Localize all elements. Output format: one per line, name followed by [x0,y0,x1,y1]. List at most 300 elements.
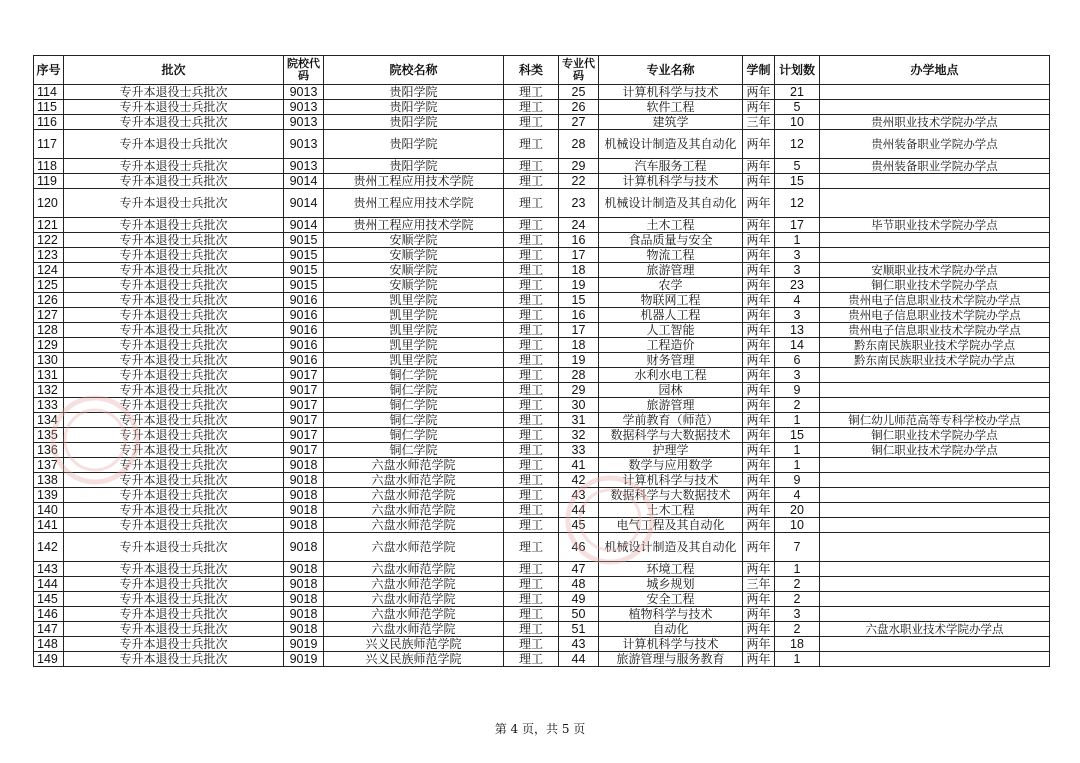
table-row [34,652,1050,667]
cell-school-name: 贵州工程应用技术学院 [324,218,504,233]
cell-duration: 两年 [743,533,775,562]
cell-school-code: 9016 [284,338,324,353]
cell-school-name: 六盘水师范学院 [324,577,504,592]
table-header-row [34,56,1050,85]
cell-category: 理工 [504,353,559,368]
cell-category: 理工 [504,174,559,189]
cell-category: 理工 [504,383,559,398]
cell-school-code: 9015 [284,263,324,278]
table-row [34,443,1050,458]
cell-school-code: 9017 [284,428,324,443]
cell-school-code: 9016 [284,323,324,338]
cell-school-code: 9018 [284,533,324,562]
cell-duration: 两年 [743,443,775,458]
cell-location [820,637,1050,652]
header-batch: 批次 [64,56,284,85]
cell-plan: 1 [775,443,820,458]
cell-school-name: 凯里学院 [324,308,504,323]
cell-seq: 116 [34,115,64,130]
cell-category: 理工 [504,338,559,353]
cell-school-code: 9017 [284,443,324,458]
table-row [34,592,1050,607]
cell-duration: 两年 [743,488,775,503]
cell-duration: 两年 [743,622,775,637]
cell-plan: 2 [775,622,820,637]
cell-school-code: 9013 [284,100,324,115]
cell-location [820,607,1050,622]
cell-duration: 三年 [743,577,775,592]
cell-category: 理工 [504,518,559,533]
cell-school-name: 兴义民族师范学院 [324,652,504,667]
cell-category: 理工 [504,607,559,622]
cell-batch: 专升本退役士兵批次 [64,100,284,115]
cell-category: 理工 [504,458,559,473]
table-row [34,607,1050,622]
cell-major-code: 32 [559,428,599,443]
cell-location [820,652,1050,667]
cell-category: 理工 [504,189,559,218]
table-row [34,130,1050,159]
cell-major-code: 33 [559,443,599,458]
cell-location [820,488,1050,503]
cell-major-code: 44 [559,652,599,667]
cell-category: 理工 [504,413,559,428]
cell-location: 黔东南民族职业技术学院办学点 [820,338,1050,353]
cell-batch: 专升本退役士兵批次 [64,159,284,174]
cell-major-name: 环境工程 [599,562,743,577]
cell-duration: 两年 [743,383,775,398]
cell-seq: 138 [34,473,64,488]
cell-seq: 122 [34,233,64,248]
cell-school-name: 凯里学院 [324,323,504,338]
cell-batch: 专升本退役士兵批次 [64,518,284,533]
cell-plan: 2 [775,398,820,413]
table-row [34,637,1050,652]
cell-seq: 140 [34,503,64,518]
cell-major-code: 51 [559,622,599,637]
cell-batch: 专升本退役士兵批次 [64,130,284,159]
cell-duration: 两年 [743,503,775,518]
cell-seq: 131 [34,368,64,383]
cell-category: 理工 [504,293,559,308]
cell-duration: 两年 [743,218,775,233]
header-school-code: 院校代码 [284,56,324,85]
cell-school-code: 9018 [284,592,324,607]
cell-major-code: 28 [559,130,599,159]
cell-school-name: 安顺学院 [324,278,504,293]
cell-batch: 专升本退役士兵批次 [64,473,284,488]
cell-duration: 两年 [743,652,775,667]
cell-major-code: 17 [559,248,599,263]
cell-school-name: 铜仁学院 [324,398,504,413]
cell-seq: 133 [34,398,64,413]
cell-batch: 专升本退役士兵批次 [64,533,284,562]
cell-school-name: 兴义民族师范学院 [324,637,504,652]
cell-major-name: 软件工程 [599,100,743,115]
cell-seq: 142 [34,533,64,562]
cell-school-code: 9017 [284,413,324,428]
cell-duration: 两年 [743,130,775,159]
cell-school-code: 9015 [284,233,324,248]
cell-seq: 134 [34,413,64,428]
cell-duration: 两年 [743,637,775,652]
cell-plan: 9 [775,473,820,488]
cell-plan: 1 [775,413,820,428]
table-row [34,263,1050,278]
cell-location: 铜仁职业技术学院办学点 [820,443,1050,458]
cell-category: 理工 [504,115,559,130]
cell-plan: 15 [775,174,820,189]
cell-major-name: 植物科学与技术 [599,607,743,622]
cell-school-code: 9013 [284,159,324,174]
cell-duration: 两年 [743,338,775,353]
cell-plan: 10 [775,518,820,533]
cell-location [820,383,1050,398]
cell-batch: 专升本退役士兵批次 [64,263,284,278]
table-body [34,85,1050,667]
cell-seq: 145 [34,592,64,607]
cell-location [820,592,1050,607]
cell-plan: 6 [775,353,820,368]
cell-school-name: 安顺学院 [324,248,504,263]
cell-batch: 专升本退役士兵批次 [64,233,284,248]
table-row [34,353,1050,368]
cell-batch: 专升本退役士兵批次 [64,562,284,577]
cell-location [820,233,1050,248]
cell-duration: 两年 [743,100,775,115]
cell-duration: 两年 [743,189,775,218]
header-category: 科类 [504,56,559,85]
cell-school-code: 9018 [284,577,324,592]
cell-seq: 137 [34,458,64,473]
cell-seq: 149 [34,652,64,667]
cell-plan: 5 [775,100,820,115]
cell-plan: 4 [775,488,820,503]
cell-duration: 两年 [743,174,775,189]
cell-major-name: 汽车服务工程 [599,159,743,174]
cell-category: 理工 [504,368,559,383]
cell-location: 贵州电子信息职业技术学院办学点 [820,293,1050,308]
cell-major-code: 17 [559,323,599,338]
cell-school-name: 六盘水师范学院 [324,503,504,518]
cell-major-name: 数据科学与大数据技术 [599,488,743,503]
cell-seq: 120 [34,189,64,218]
cell-duration: 两年 [743,398,775,413]
cell-duration: 两年 [743,458,775,473]
cell-school-name: 贵阳学院 [324,115,504,130]
cell-plan: 21 [775,85,820,100]
cell-major-name: 计算机科学与技术 [599,85,743,100]
cell-plan: 9 [775,383,820,398]
cell-school-code: 9018 [284,488,324,503]
table-row [34,428,1050,443]
table-row [34,383,1050,398]
cell-major-name: 建筑学 [599,115,743,130]
cell-school-code: 9018 [284,503,324,518]
cell-major-name: 计算机科学与技术 [599,473,743,488]
cell-major-code: 26 [559,100,599,115]
cell-school-name: 凯里学院 [324,338,504,353]
cell-batch: 专升本退役士兵批次 [64,353,284,368]
table-row [34,577,1050,592]
cell-seq: 130 [34,353,64,368]
cell-school-name: 铜仁学院 [324,368,504,383]
cell-major-name: 财务管理 [599,353,743,368]
cell-plan: 1 [775,652,820,667]
cell-location: 铜仁幼儿师范高等专科学校办学点 [820,413,1050,428]
cell-school-code: 9018 [284,473,324,488]
cell-school-name: 六盘水师范学院 [324,473,504,488]
cell-plan: 5 [775,159,820,174]
cell-school-code: 9018 [284,607,324,622]
cell-duration: 两年 [743,353,775,368]
cell-duration: 两年 [743,368,775,383]
cell-major-name: 数据科学与大数据技术 [599,428,743,443]
cell-location: 贵州装备职业学院办学点 [820,159,1050,174]
cell-category: 理工 [504,637,559,652]
cell-category: 理工 [504,443,559,458]
cell-plan: 17 [775,218,820,233]
cell-duration: 两年 [743,293,775,308]
cell-category: 理工 [504,159,559,174]
cell-batch: 专升本退役士兵批次 [64,592,284,607]
cell-school-code: 9017 [284,368,324,383]
cell-school-code: 9016 [284,308,324,323]
cell-plan: 3 [775,308,820,323]
cell-school-code: 9014 [284,189,324,218]
cell-plan: 1 [775,562,820,577]
cell-major-code: 29 [559,159,599,174]
cell-major-code: 47 [559,562,599,577]
cell-major-code: 43 [559,488,599,503]
cell-batch: 专升本退役士兵批次 [64,248,284,263]
cell-plan: 15 [775,428,820,443]
table-row [34,368,1050,383]
cell-batch: 专升本退役士兵批次 [64,323,284,338]
table-row [34,278,1050,293]
table-row [34,473,1050,488]
cell-location [820,473,1050,488]
cell-location: 黔东南民族职业技术学院办学点 [820,353,1050,368]
table-row [34,189,1050,218]
table-row [34,85,1050,100]
cell-plan: 12 [775,130,820,159]
cell-seq: 136 [34,443,64,458]
cell-major-name: 农学 [599,278,743,293]
cell-duration: 两年 [743,473,775,488]
cell-major-code: 19 [559,278,599,293]
cell-plan: 10 [775,115,820,130]
cell-category: 理工 [504,278,559,293]
cell-location [820,189,1050,218]
cell-school-code: 9019 [284,652,324,667]
cell-major-name: 电气工程及其自动化 [599,518,743,533]
cell-school-name: 贵阳学院 [324,100,504,115]
cell-major-code: 30 [559,398,599,413]
cell-duration: 三年 [743,115,775,130]
cell-school-name: 六盘水师范学院 [324,607,504,622]
cell-major-name: 人工智能 [599,323,743,338]
cell-plan: 3 [775,368,820,383]
cell-plan: 1 [775,233,820,248]
cell-seq: 129 [34,338,64,353]
cell-school-code: 9014 [284,174,324,189]
cell-school-code: 9014 [284,218,324,233]
cell-location [820,248,1050,263]
table-row [34,562,1050,577]
cell-major-name: 学前教育（师范） [599,413,743,428]
cell-school-code: 9015 [284,278,324,293]
cell-batch: 专升本退役士兵批次 [64,622,284,637]
cell-batch: 专升本退役士兵批次 [64,115,284,130]
header-major-name: 专业名称 [599,56,743,85]
cell-duration: 两年 [743,248,775,263]
cell-batch: 专升本退役士兵批次 [64,413,284,428]
cell-major-code: 29 [559,383,599,398]
cell-location [820,518,1050,533]
cell-duration: 两年 [743,518,775,533]
cell-location: 六盘水职业技术学院办学点 [820,622,1050,637]
cell-school-name: 铜仁学院 [324,383,504,398]
table-row [34,159,1050,174]
cell-category: 理工 [504,130,559,159]
cell-major-code: 16 [559,233,599,248]
cell-duration: 两年 [743,233,775,248]
cell-batch: 专升本退役士兵批次 [64,338,284,353]
cell-major-code: 31 [559,413,599,428]
cell-school-name: 贵阳学院 [324,159,504,174]
cell-school-name: 六盘水师范学院 [324,518,504,533]
cell-location [820,85,1050,100]
cell-duration: 两年 [743,607,775,622]
cell-school-code: 9013 [284,85,324,100]
cell-batch: 专升本退役士兵批次 [64,174,284,189]
cell-major-name: 食品质量与安全 [599,233,743,248]
cell-location [820,174,1050,189]
cell-major-name: 机器人工程 [599,308,743,323]
cell-major-code: 49 [559,592,599,607]
cell-major-code: 41 [559,458,599,473]
cell-batch: 专升本退役士兵批次 [64,278,284,293]
cell-seq: 123 [34,248,64,263]
cell-location: 铜仁职业技术学院办学点 [820,278,1050,293]
table-row [34,338,1050,353]
cell-location [820,458,1050,473]
cell-batch: 专升本退役士兵批次 [64,607,284,622]
cell-location [820,577,1050,592]
cell-seq: 127 [34,308,64,323]
cell-seq: 115 [34,100,64,115]
cell-duration: 两年 [743,278,775,293]
header-plan: 计划数 [775,56,820,85]
cell-batch: 专升本退役士兵批次 [64,293,284,308]
cell-school-name: 贵阳学院 [324,130,504,159]
cell-plan: 20 [775,503,820,518]
cell-plan: 3 [775,248,820,263]
cell-school-code: 9018 [284,562,324,577]
document-page [33,55,1049,667]
cell-batch: 专升本退役士兵批次 [64,488,284,503]
table-row [34,413,1050,428]
cell-school-name: 铜仁学院 [324,443,504,458]
cell-school-name: 安顺学院 [324,233,504,248]
cell-duration: 两年 [743,85,775,100]
header-duration: 学制 [743,56,775,85]
admission-plan-table [33,55,1050,667]
cell-major-name: 机械设计制造及其自动化 [599,533,743,562]
cell-major-name: 机械设计制造及其自动化 [599,189,743,218]
table-row [34,398,1050,413]
cell-plan: 3 [775,263,820,278]
cell-category: 理工 [504,323,559,338]
cell-major-code: 19 [559,353,599,368]
cell-school-name: 六盘水师范学院 [324,562,504,577]
cell-plan: 2 [775,577,820,592]
cell-major-code: 15 [559,293,599,308]
cell-plan: 7 [775,533,820,562]
cell-school-code: 9015 [284,248,324,263]
cell-batch: 专升本退役士兵批次 [64,458,284,473]
table-row [34,174,1050,189]
cell-plan: 3 [775,607,820,622]
cell-major-name: 物联网工程 [599,293,743,308]
cell-duration: 两年 [743,592,775,607]
cell-batch: 专升本退役士兵批次 [64,503,284,518]
cell-major-name: 计算机科学与技术 [599,637,743,652]
cell-plan: 14 [775,338,820,353]
cell-seq: 118 [34,159,64,174]
cell-major-name: 旅游管理与服务教育 [599,652,743,667]
cell-category: 理工 [504,85,559,100]
cell-seq: 124 [34,263,64,278]
cell-batch: 专升本退役士兵批次 [64,428,284,443]
table-row [34,100,1050,115]
header-school-name: 院校名称 [324,56,504,85]
table-row [34,308,1050,323]
cell-seq: 121 [34,218,64,233]
cell-major-code: 44 [559,503,599,518]
cell-major-code: 23 [559,189,599,218]
table-row [34,233,1050,248]
cell-school-code: 9017 [284,398,324,413]
cell-school-name: 铜仁学院 [324,428,504,443]
cell-major-name: 土木工程 [599,218,743,233]
cell-seq: 143 [34,562,64,577]
cell-plan: 1 [775,458,820,473]
cell-major-code: 48 [559,577,599,592]
cell-batch: 专升本退役士兵批次 [64,383,284,398]
cell-seq: 141 [34,518,64,533]
cell-school-code: 9018 [284,622,324,637]
cell-category: 理工 [504,622,559,637]
cell-category: 理工 [504,503,559,518]
cell-category: 理工 [504,248,559,263]
cell-major-name: 物流工程 [599,248,743,263]
cell-seq: 117 [34,130,64,159]
cell-plan: 13 [775,323,820,338]
cell-category: 理工 [504,488,559,503]
cell-major-name: 旅游管理 [599,398,743,413]
cell-school-name: 铜仁学院 [324,413,504,428]
cell-seq: 126 [34,293,64,308]
cell-school-name: 六盘水师范学院 [324,533,504,562]
cell-plan: 12 [775,189,820,218]
cell-plan: 23 [775,278,820,293]
cell-school-code: 9013 [284,115,324,130]
cell-major-name: 城乡规划 [599,577,743,592]
table-row [34,533,1050,562]
cell-school-code: 9018 [284,518,324,533]
